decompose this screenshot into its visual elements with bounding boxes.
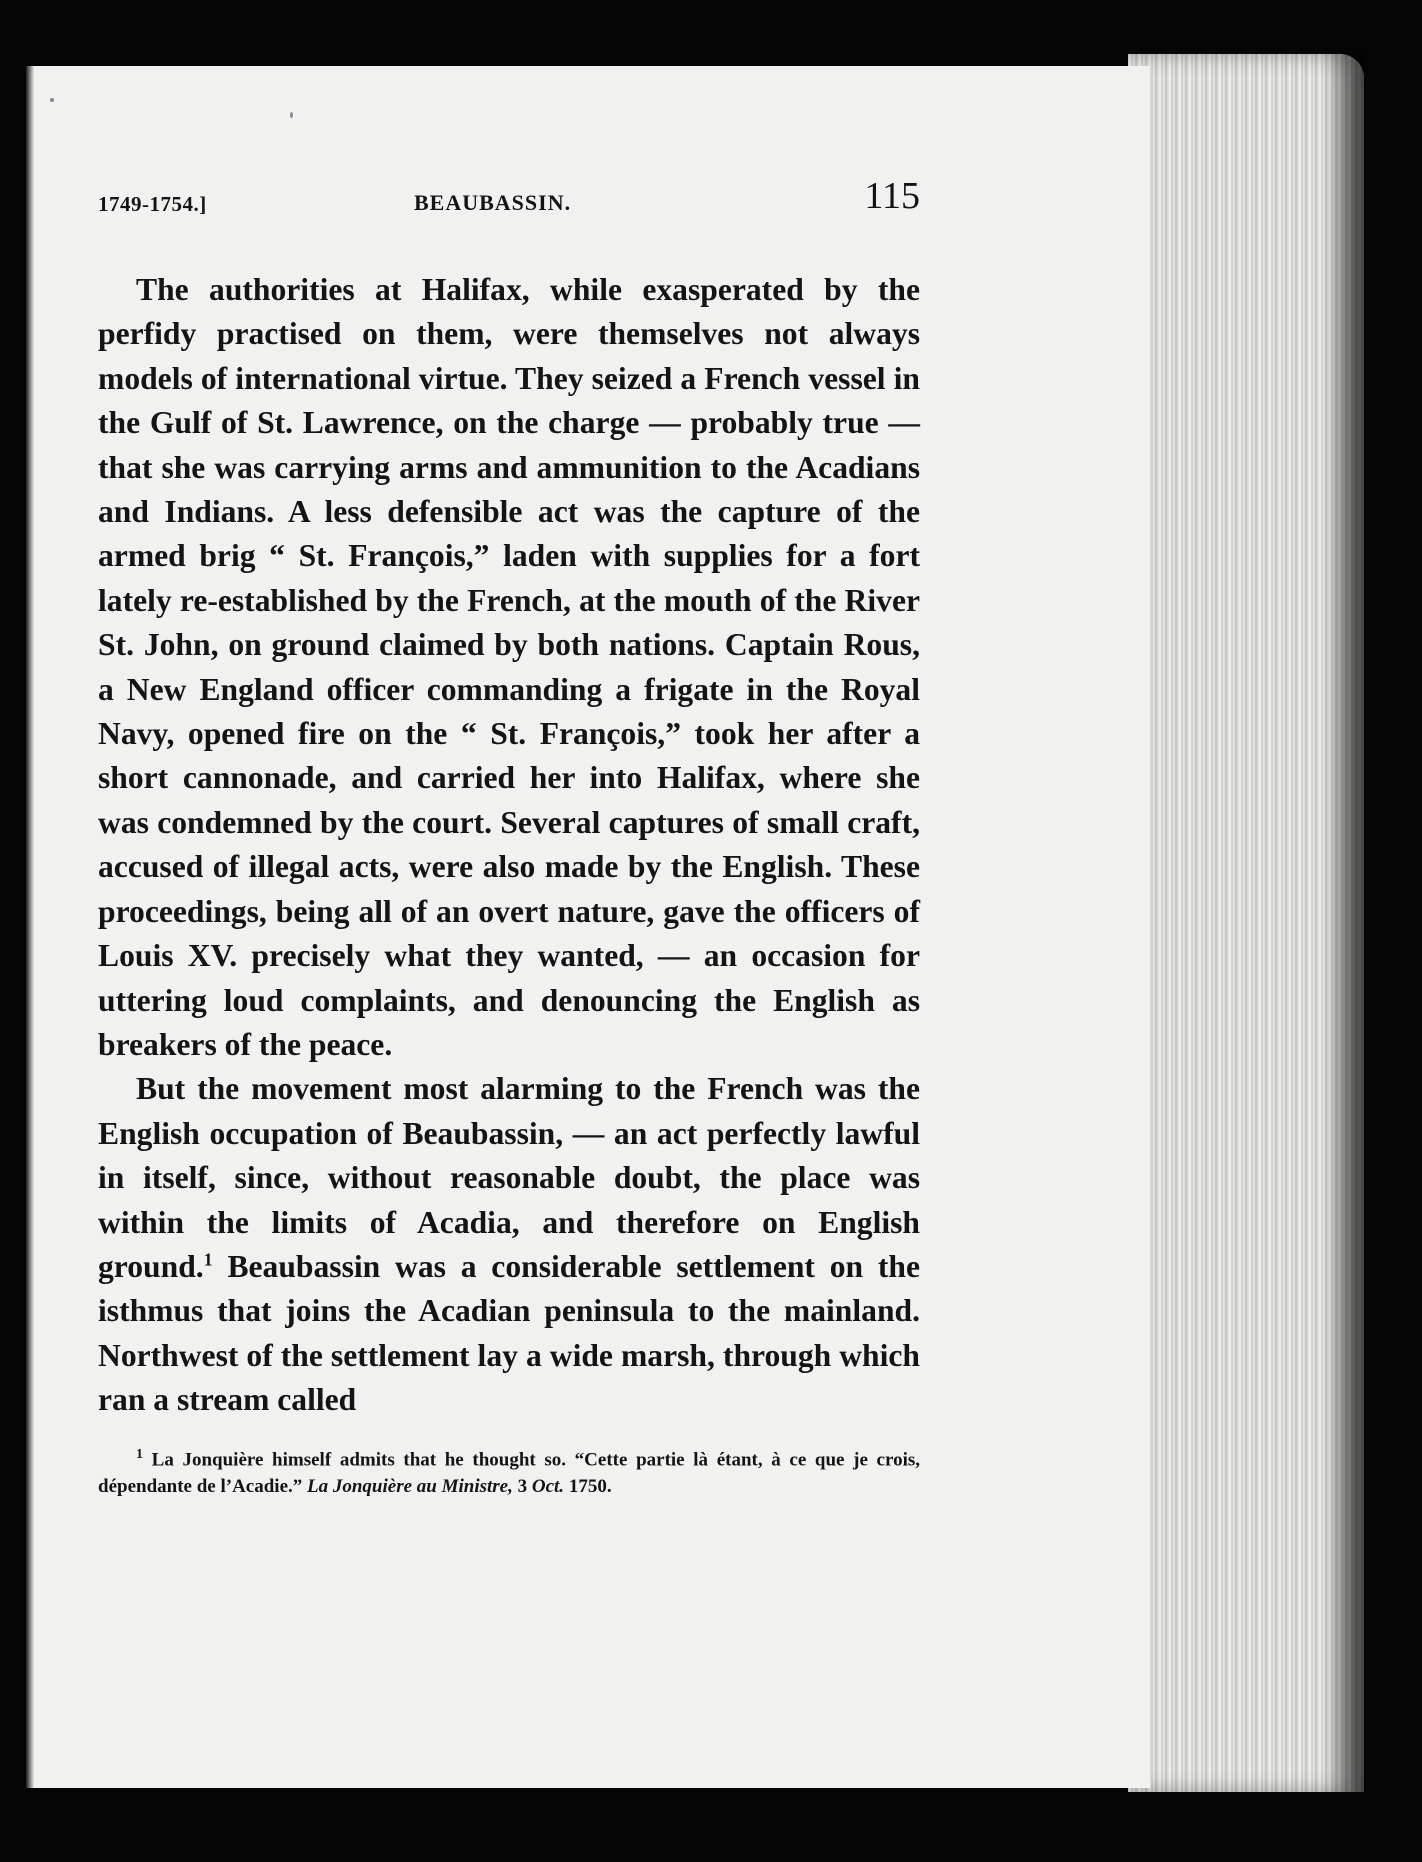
dust-speck: [50, 98, 54, 102]
footnote-date-prefix: 3: [512, 1475, 532, 1497]
running-head-dates: 1749-1754.]: [98, 192, 207, 216]
footnote-date-month: Oct.: [531, 1475, 565, 1497]
footnote-1: [98, 1441, 920, 1500]
paragraph-1: [98, 268, 920, 1067]
body-text: [98, 268, 920, 1423]
paragraph-2-text-continued: Beaubassin was a considerable settlement on the isthmus that joins the Acadian peninsula to the mainland. Northwest of the settlement lay a wide marsh, through which ran a stream called: [98, 1248, 920, 1418]
footnote-reference: 1: [203, 1249, 213, 1270]
paragraph-2-text: But the movement most alarming to the French was the English occupation of Beaubassin, — an act perfectly lawful in itself, since, without reasonable doubt, the place was within the limits of Acadia, and therefore on English ground.: [98, 1071, 920, 1284]
dust-speck: [290, 112, 293, 118]
book-page-edges: [1128, 54, 1364, 1792]
page-number: 115: [864, 175, 920, 217]
footnote-citation: La Jonquière au Ministre,: [307, 1475, 513, 1497]
footnotes: [98, 1441, 920, 1500]
paragraph-2: [98, 1067, 920, 1422]
running-head-title: BEAUBASSIN.: [414, 190, 572, 215]
footnote-marker: 1: [136, 1446, 143, 1462]
paragraph-1-text: The authorities at Halifax, while exasperated by the perfidy practised on them, were themselves not always models of international virtue. They seized a French vessel in the Gulf of St. Lawrence, on the charge — probably true — that she was carrying arms and ammunition to the Acadians and Indians. A less defensible act was the capture of the armed brig “ St. François,” laden with supplies for a fort lately re-established by the French, at the mouth of the River St. John, on ground claimed by both nations. Captain Rous, a New England officer commanding a frigate in the Royal Navy, opened fire on the “ St. François,” took her after a short cannonade, and carried her into Halifax, where she was condemned by the court. Several captures of small craft, accused of illegal acts, were also made by the English. These proceedings, being all of an overt nature, gave the officers of Louis XV. precisely what they wanted, — an occasion for uttering loud complaints, and denouncing the English as breakers of the peace.: [98, 272, 920, 1062]
running-head: [98, 174, 920, 234]
footnote-date-suffix: 1750.: [564, 1475, 612, 1497]
footnote-text: La Jonquière himself admits that he thought so. “Cette partie là étant, à ce que je crois, dépendante de l’Acadie.”: [98, 1448, 920, 1497]
page-gutter-shadow: [26, 66, 34, 1788]
page-text-block: [98, 174, 920, 1500]
